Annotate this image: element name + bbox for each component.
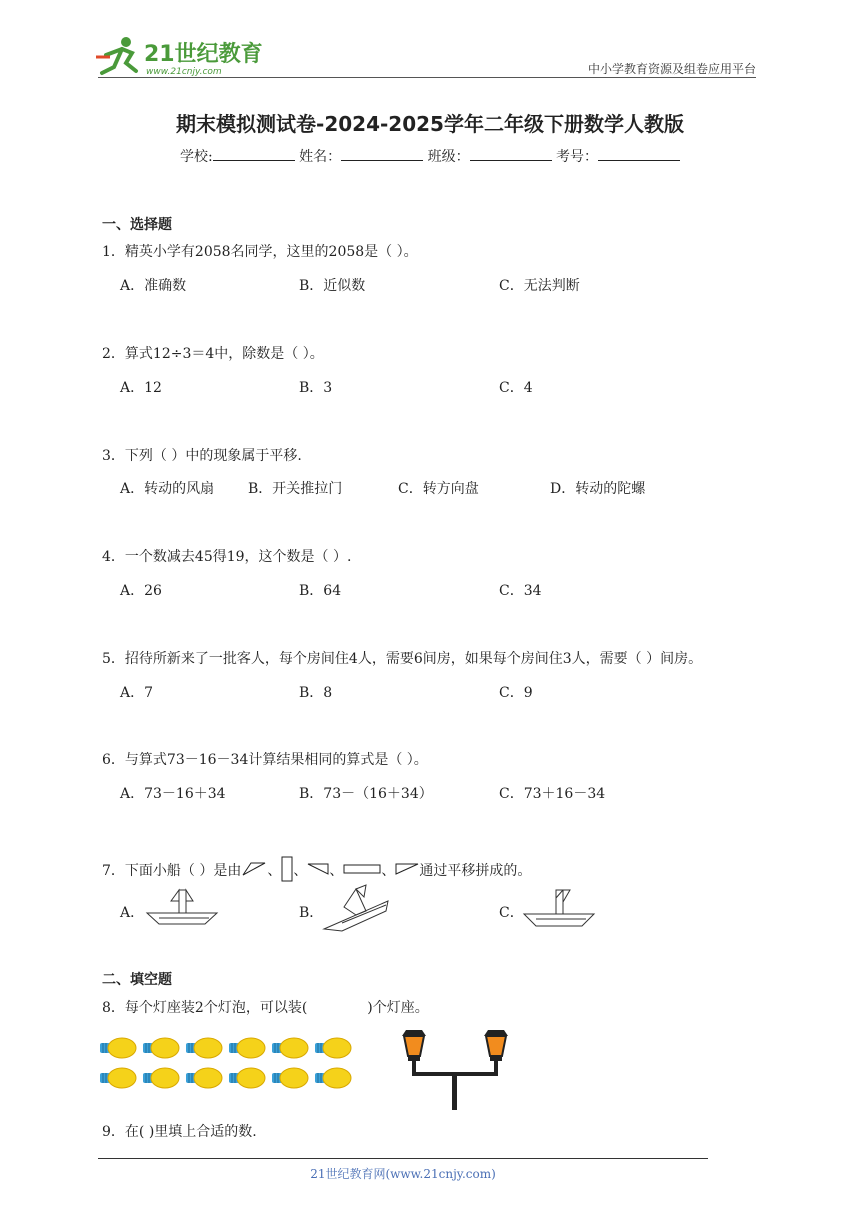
boat-a-figure	[145, 887, 220, 927]
section-heading-fill: 二、填空题	[102, 972, 172, 988]
question-7-text-a: 7．下面小船（ ）是由	[102, 863, 242, 879]
option-b[interactable]: B．8	[299, 685, 333, 701]
wide-rectangle-icon	[343, 863, 381, 875]
option-d[interactable]: D．转动的陀螺	[550, 481, 646, 497]
question-2: 2．算式12÷3＝4中，除数是（ ）。	[102, 346, 324, 362]
question-4-options	[120, 580, 820, 600]
light-bulbs-figure	[98, 1036, 360, 1096]
option-a[interactable]: A．73－16＋34	[120, 786, 226, 802]
option-a[interactable]: A．准确数	[120, 278, 187, 294]
question-5-options	[120, 682, 820, 702]
option-a[interactable]: A．12	[120, 380, 162, 396]
option-c[interactable]: C．9	[499, 685, 533, 701]
boat-b-figure	[322, 883, 394, 933]
bulb-icon	[143, 1038, 179, 1058]
platform-name: 中小学教育资源及组卷应用平台	[587, 62, 756, 76]
bulb-icon	[100, 1038, 136, 1058]
bulb-icon	[229, 1038, 265, 1058]
name-blank[interactable]	[341, 147, 423, 161]
question-3: 3．下列（ ）中的现象属于平移.	[102, 448, 302, 464]
bulb-icon	[315, 1038, 351, 1058]
site-logo	[92, 33, 272, 81]
option-b[interactable]: B．73－（16＋34）	[299, 786, 433, 802]
question-7: 7．下面小船（ ）是由 、 、 、 、 通过平移拼成的。	[102, 856, 531, 882]
school-label: 学校:	[179, 149, 213, 165]
parallelogram-shape-icon	[241, 861, 267, 877]
class-blank[interactable]	[470, 147, 552, 161]
option-a[interactable]: A．7	[120, 685, 154, 701]
footer-divider	[98, 1158, 708, 1159]
bulb-icon	[100, 1068, 136, 1088]
bulb-icon	[272, 1068, 308, 1088]
option-c[interactable]: C．34	[499, 583, 542, 599]
option-c[interactable]: C．73＋16－34	[499, 786, 606, 802]
bulb-icon	[143, 1068, 179, 1088]
question-6: 6．与算式73－16－34计算结果相同的算式是（ ）。	[102, 752, 428, 768]
number-blank[interactable]	[598, 147, 680, 161]
question-7-options	[120, 888, 820, 933]
question-1-options	[120, 275, 820, 295]
option-c[interactable]: C．4	[499, 380, 533, 396]
svg-text:www.21cnjy.com: www.21cnjy.com	[146, 67, 222, 77]
question-6-options	[120, 783, 820, 803]
student-info-line	[0, 146, 860, 166]
svg-text:21世纪教育: 21世纪教育	[144, 42, 263, 67]
runner-icon	[96, 37, 136, 73]
bulb-icon	[272, 1038, 308, 1058]
lamp-post-icon	[396, 1022, 514, 1112]
footer-link[interactable]: 21世纪教育网(www.21cnjy.com)	[310, 1167, 496, 1181]
section-heading-choice: 一、选择题	[102, 217, 172, 233]
tall-rectangle-icon	[281, 856, 293, 882]
name-label: 姓名：	[299, 149, 342, 165]
question-7-text-b: 通过平移拼成的。	[419, 863, 532, 879]
option-b[interactable]: B．开关推拉门	[248, 481, 343, 497]
option-c[interactable]: C．转方向盘	[398, 481, 479, 497]
option-c[interactable]: C．	[499, 905, 524, 921]
option-a[interactable]: A．	[120, 905, 145, 921]
option-b[interactable]: B．64	[299, 583, 342, 599]
right-triangle-icon	[307, 862, 329, 876]
boat-c-figure	[522, 886, 597, 928]
option-b[interactable]: B．	[299, 905, 324, 921]
question-1: 1．精英小学有2058名同学，这里的2058是（ ）。	[102, 244, 418, 260]
bulb-icon	[186, 1068, 222, 1088]
number-label: 考号：	[556, 149, 599, 165]
bulb-icon	[186, 1038, 222, 1058]
page-title: 期末模拟测试卷-2024-2025学年二年级下册数学人教版	[176, 112, 684, 136]
small-triangle-icon	[395, 862, 419, 876]
option-a[interactable]: A．26	[120, 583, 162, 599]
bulb-icon	[315, 1068, 351, 1088]
school-blank[interactable]	[213, 147, 295, 161]
class-label: 班级：	[427, 149, 470, 165]
question-5: 5．招待所新来了一批客人，每个房间住4人，需要6间房，如果每个房间住3人，需要（ ）间房。	[102, 651, 703, 667]
header-divider	[98, 77, 756, 78]
option-a[interactable]: A．转动的风扇	[120, 481, 215, 497]
question-8: 8．每个灯座装2个灯泡，可以装( )个灯座。	[102, 1000, 429, 1016]
option-b[interactable]: B．近似数	[299, 278, 366, 294]
question-2-options	[120, 377, 820, 397]
option-c[interactable]: C．无法判断	[499, 278, 580, 294]
question-3-options	[120, 478, 820, 498]
question-4: 4．一个数减去45得19，这个数是（ ）.	[102, 549, 352, 565]
option-b[interactable]: B．3	[299, 380, 333, 396]
bulb-icon	[229, 1068, 265, 1088]
question-9: 9．在( )里填上合适的数.	[102, 1124, 257, 1140]
